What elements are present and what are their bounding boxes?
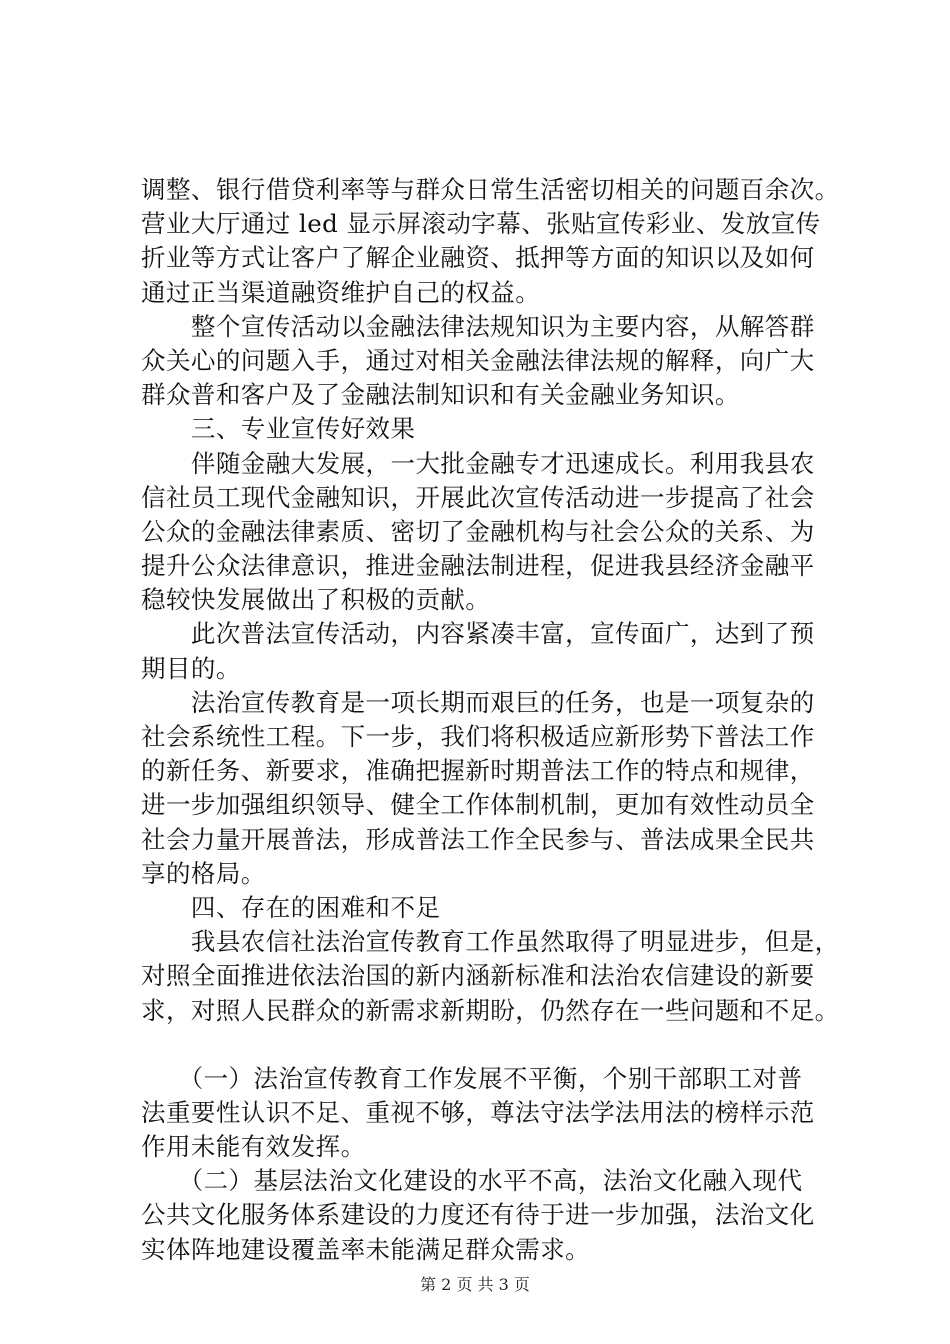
text-line: 营业大厅通过 led 显示屏滚动字幕、张贴宣传彩业、发放宣传: [141, 209, 821, 239]
text-line: 我县农信社法治宣传教育工作虽然取得了明显进步，但是，: [141, 927, 840, 957]
text-line: 折业等方式让客户了解企业融资、抵押等方面的知识以及如何: [141, 243, 815, 273]
text-line: 社会系统性工程。下一步，我们将积极适应新形势下普法工作: [141, 722, 815, 751]
text-line: 享的格局。: [141, 858, 266, 888]
text-line: 公众的金融法律素质、密切了金融机构与社会公众的关系、为: [141, 516, 815, 546]
text-line: 群众普和客户及了金融法制知识和有关金融业务知识。: [141, 380, 740, 410]
text-line: 社会力量开展普法，形成普法工作全民参与、普法成果全民共: [141, 824, 815, 854]
text-line: （二）基层法治文化建设的水平不高，法治文化融入现代: [141, 1166, 803, 1196]
text-line: 进一步加强组织领导、健全工作体制机制，更加有效性动员全: [141, 790, 815, 820]
text-line: 法治宣传教育是一项长期而艰巨的任务，也是一项复杂的: [141, 687, 815, 717]
text-line: 提升公众法律意识，推进金融法制进程，促进我县经济金融平: [141, 551, 815, 581]
text-line: [141, 1028, 853, 1062]
text-line: 作用未能有效发挥。: [141, 1132, 366, 1162]
text-line: 公共文化服务体系建设的力度还有待于进一步加强，法治文化: [141, 1200, 815, 1230]
text-line: 四、存在的困难和不足: [141, 892, 441, 922]
text-line: 通过正当渠道融资维护自己的权益。: [141, 277, 541, 307]
text-line: 期目的。: [141, 653, 241, 683]
text-line: 调整、银行借贷利率等与群众日常生活密切相关的问题百余次。: [141, 175, 840, 204]
text-line: 求，对照人民群众的新需求新期盼，仍然存在一些问题和不足。: [141, 995, 840, 1025]
text-line: 实体阵地建设覆盖率未能满足群众需求。: [141, 1234, 591, 1264]
text-line: 信社员工现代金融知识，开展此次宣传活动进一步提高了社会: [141, 482, 815, 512]
text-line: 稳较快发展做出了积极的贡献。: [141, 585, 491, 615]
text-line: （一）法治宣传教育工作发展不平衡，个别干部职工对普: [141, 1063, 803, 1093]
text-line: 法重要性认识不足、重视不够，尊法守法学法用法的榜样示范: [141, 1097, 815, 1127]
text-line: 的新任务、新要求，准确把握新时期普法工作的特点和规律，: [141, 756, 815, 786]
text-line: 众关心的问题入手，通过对相关金融法律法规的解释，向广大: [141, 345, 815, 375]
text-line: 三、专业宣传好效果: [141, 414, 416, 444]
text-line: 伴随金融大发展，一大批金融专才迅速成长。利用我县农: [141, 448, 815, 478]
page-footer: 第 2 页 共 3 页: [420, 1275, 530, 1294]
text-line: 此次普法宣传活动，内容紧凑丰富，宣传面广，达到了预: [141, 619, 815, 649]
text-line: 整个宣传活动以金融法律法规知识为主要内容，从解答群: [141, 311, 815, 341]
document-body: [141, 173, 853, 1267]
text-line: 对照全面推进依法治国的新内涵新标准和法治农信建设的新要: [141, 961, 815, 991]
